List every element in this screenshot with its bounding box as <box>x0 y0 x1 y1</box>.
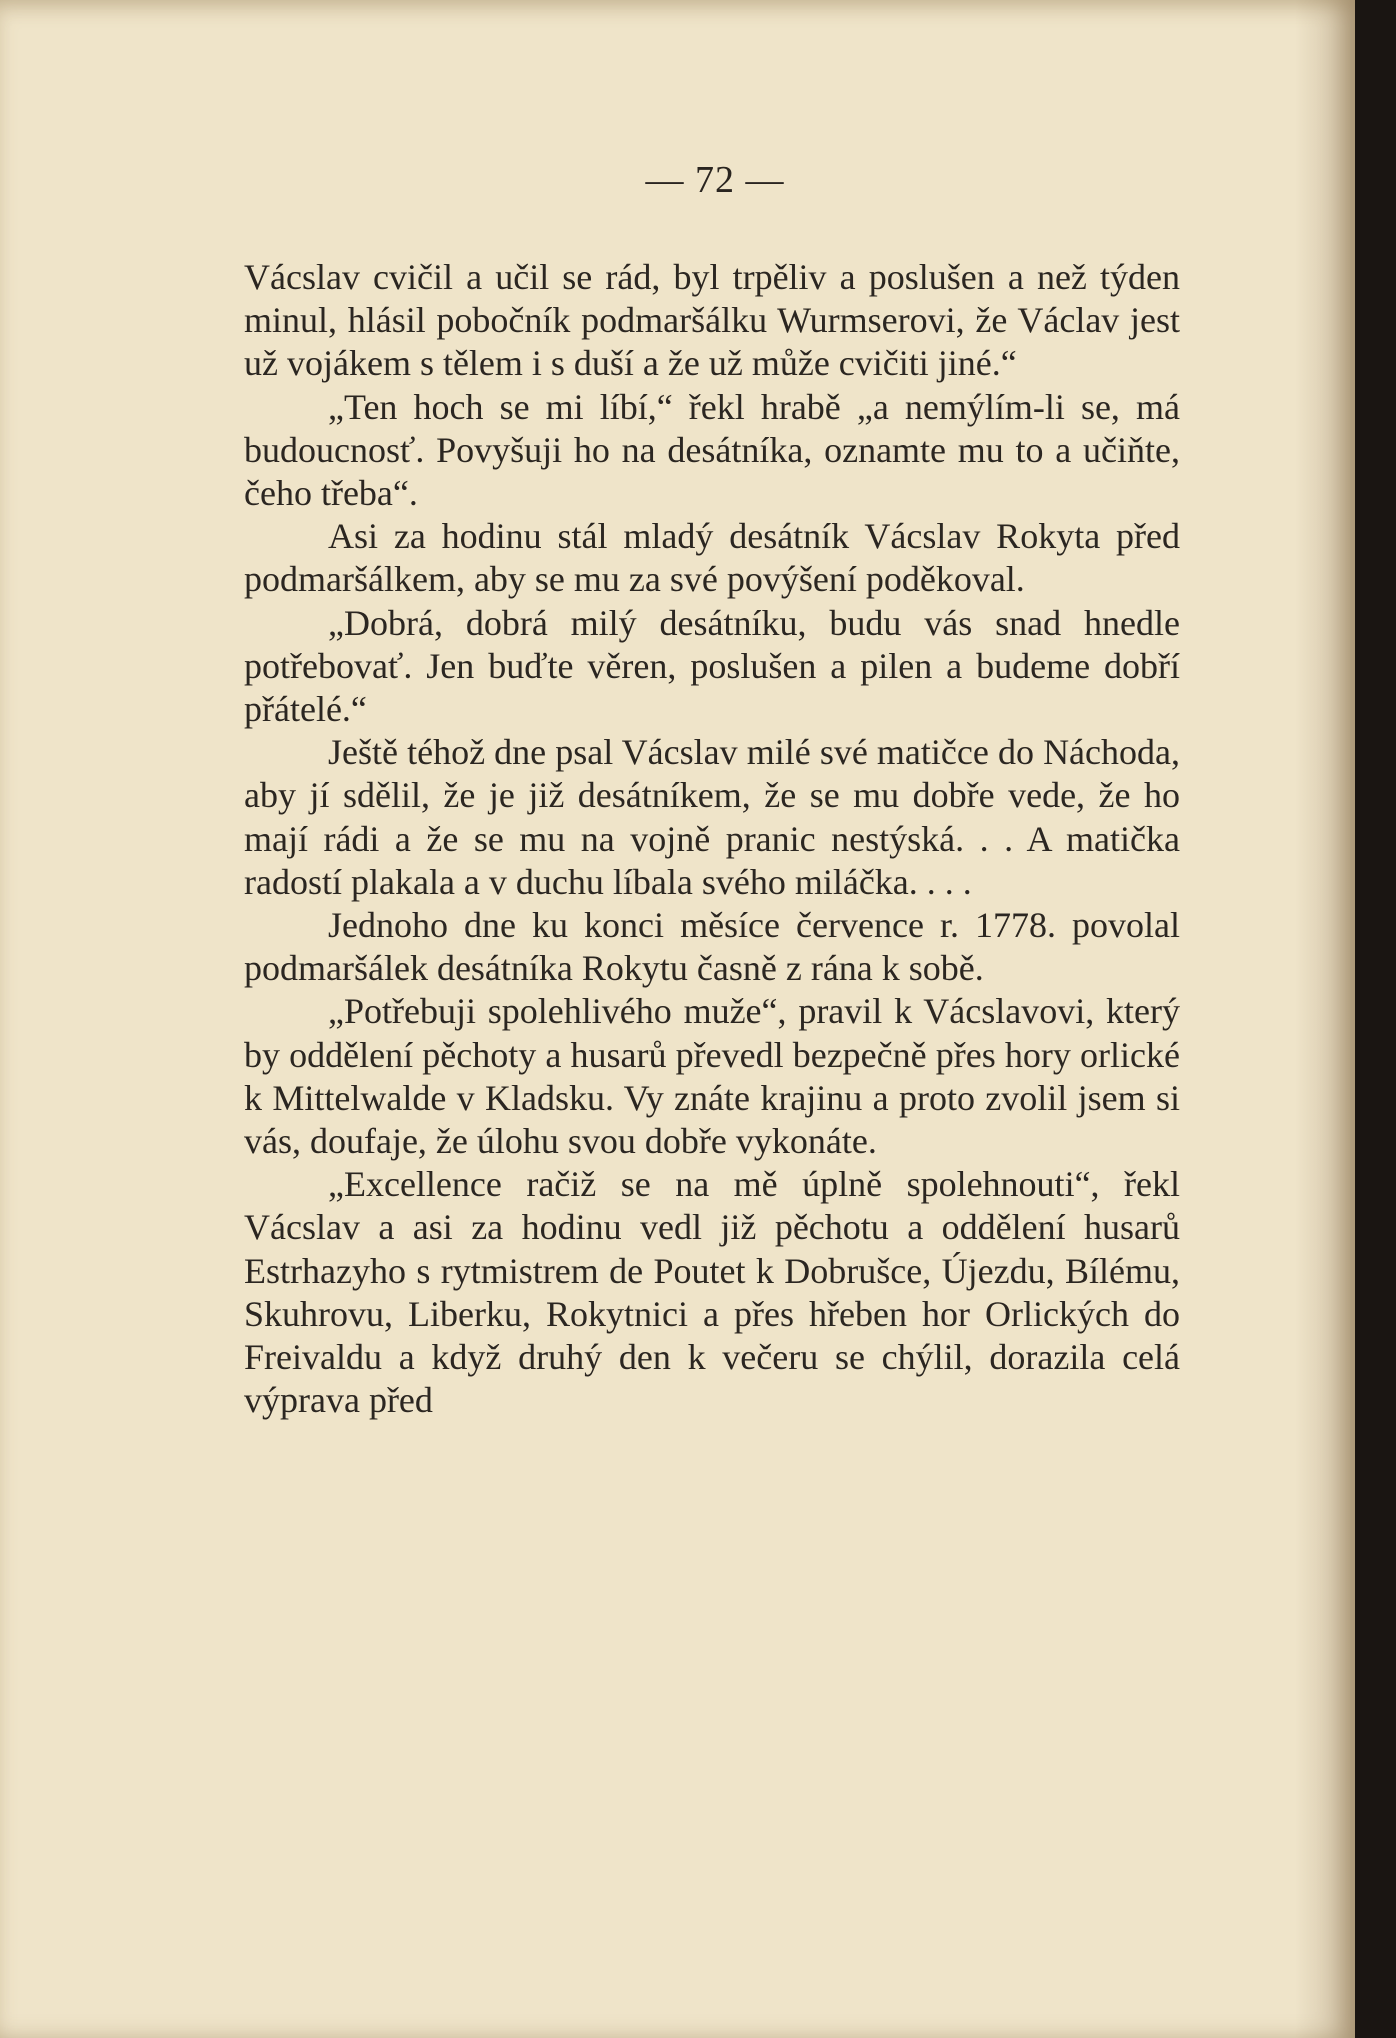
page-edge-shadow <box>1295 0 1355 2038</box>
page-body <box>244 256 1180 1422</box>
paragraph: „Potřebuji spolehlivého muže“, pravil k Vácslavovi, který by oddělení pěchoty a husarů převedl bezpečně přes hory orlické k Mittelwalde v Kladsku. Vy znáte krajinu a proto zvolil jsem si vás, doufaje, že úlohu svou dobře vykonáte. <box>244 991 1180 1162</box>
page-number: — 72 — <box>645 159 785 201</box>
paragraph: Jednoho dne ku konci měsíce července r. 1778. povolal podmaršálek desátníka Rokytu časně z rána k sobě. <box>244 905 1180 989</box>
paragraph: Vácslav cvičil a učil se rád, byl trpěliv a poslušen a než týden minul, hlásil pobočník podmaršálku Wurmserovi, že Václav jest už vojákem s tělem i s duší a že už může cvičiti jiné.“ <box>244 257 1180 384</box>
paragraph: Asi za hodinu stál mladý desátník Vácslav Rokyta před podmaršálkem, aby se mu za své povýšení poděkoval. <box>244 516 1180 600</box>
paragraph: Ještě téhož dne psal Vácslav milé své matičce do Náchoda, aby jí sdělil, že je již desátníkem, že se mu dobře vede, že ho mají rádi a že se mu na vojně pranic nestýská. . . A matička radostí plakala a v duchu líbala svého miláčka. . . . <box>244 732 1180 902</box>
paragraph: „Ten hoch se mi líbí,“ řekl hrabě „a nemýlím-li se, má budoucnosť. Povyšuji ho na desátníka, oznamte mu to a učiňte, čeho třeba“. <box>244 386 1180 514</box>
paragraph: „Excellence račiž se na mě úplně spolehnouti“, řekl Vácslav a asi za hodinu vedl již pěchotu a oddělení husarů Estrhazyho s rytmistrem de Poutet k Dobrušce, Újezdu, Bílému, Skuhrovu, Liberku, Rokytnici a přes hřeben hor Orlických do Freivaldu a když druhý den k večeru se chýlil, dorazila celá výprava před <box>244 1164 1180 1421</box>
paragraph: „Dobrá, dobrá milý desátníku, budu vás snad hnedle potřebovať. Jen buďte věren, poslušen a pilen a budeme dobří přátelé.“ <box>244 602 1180 730</box>
